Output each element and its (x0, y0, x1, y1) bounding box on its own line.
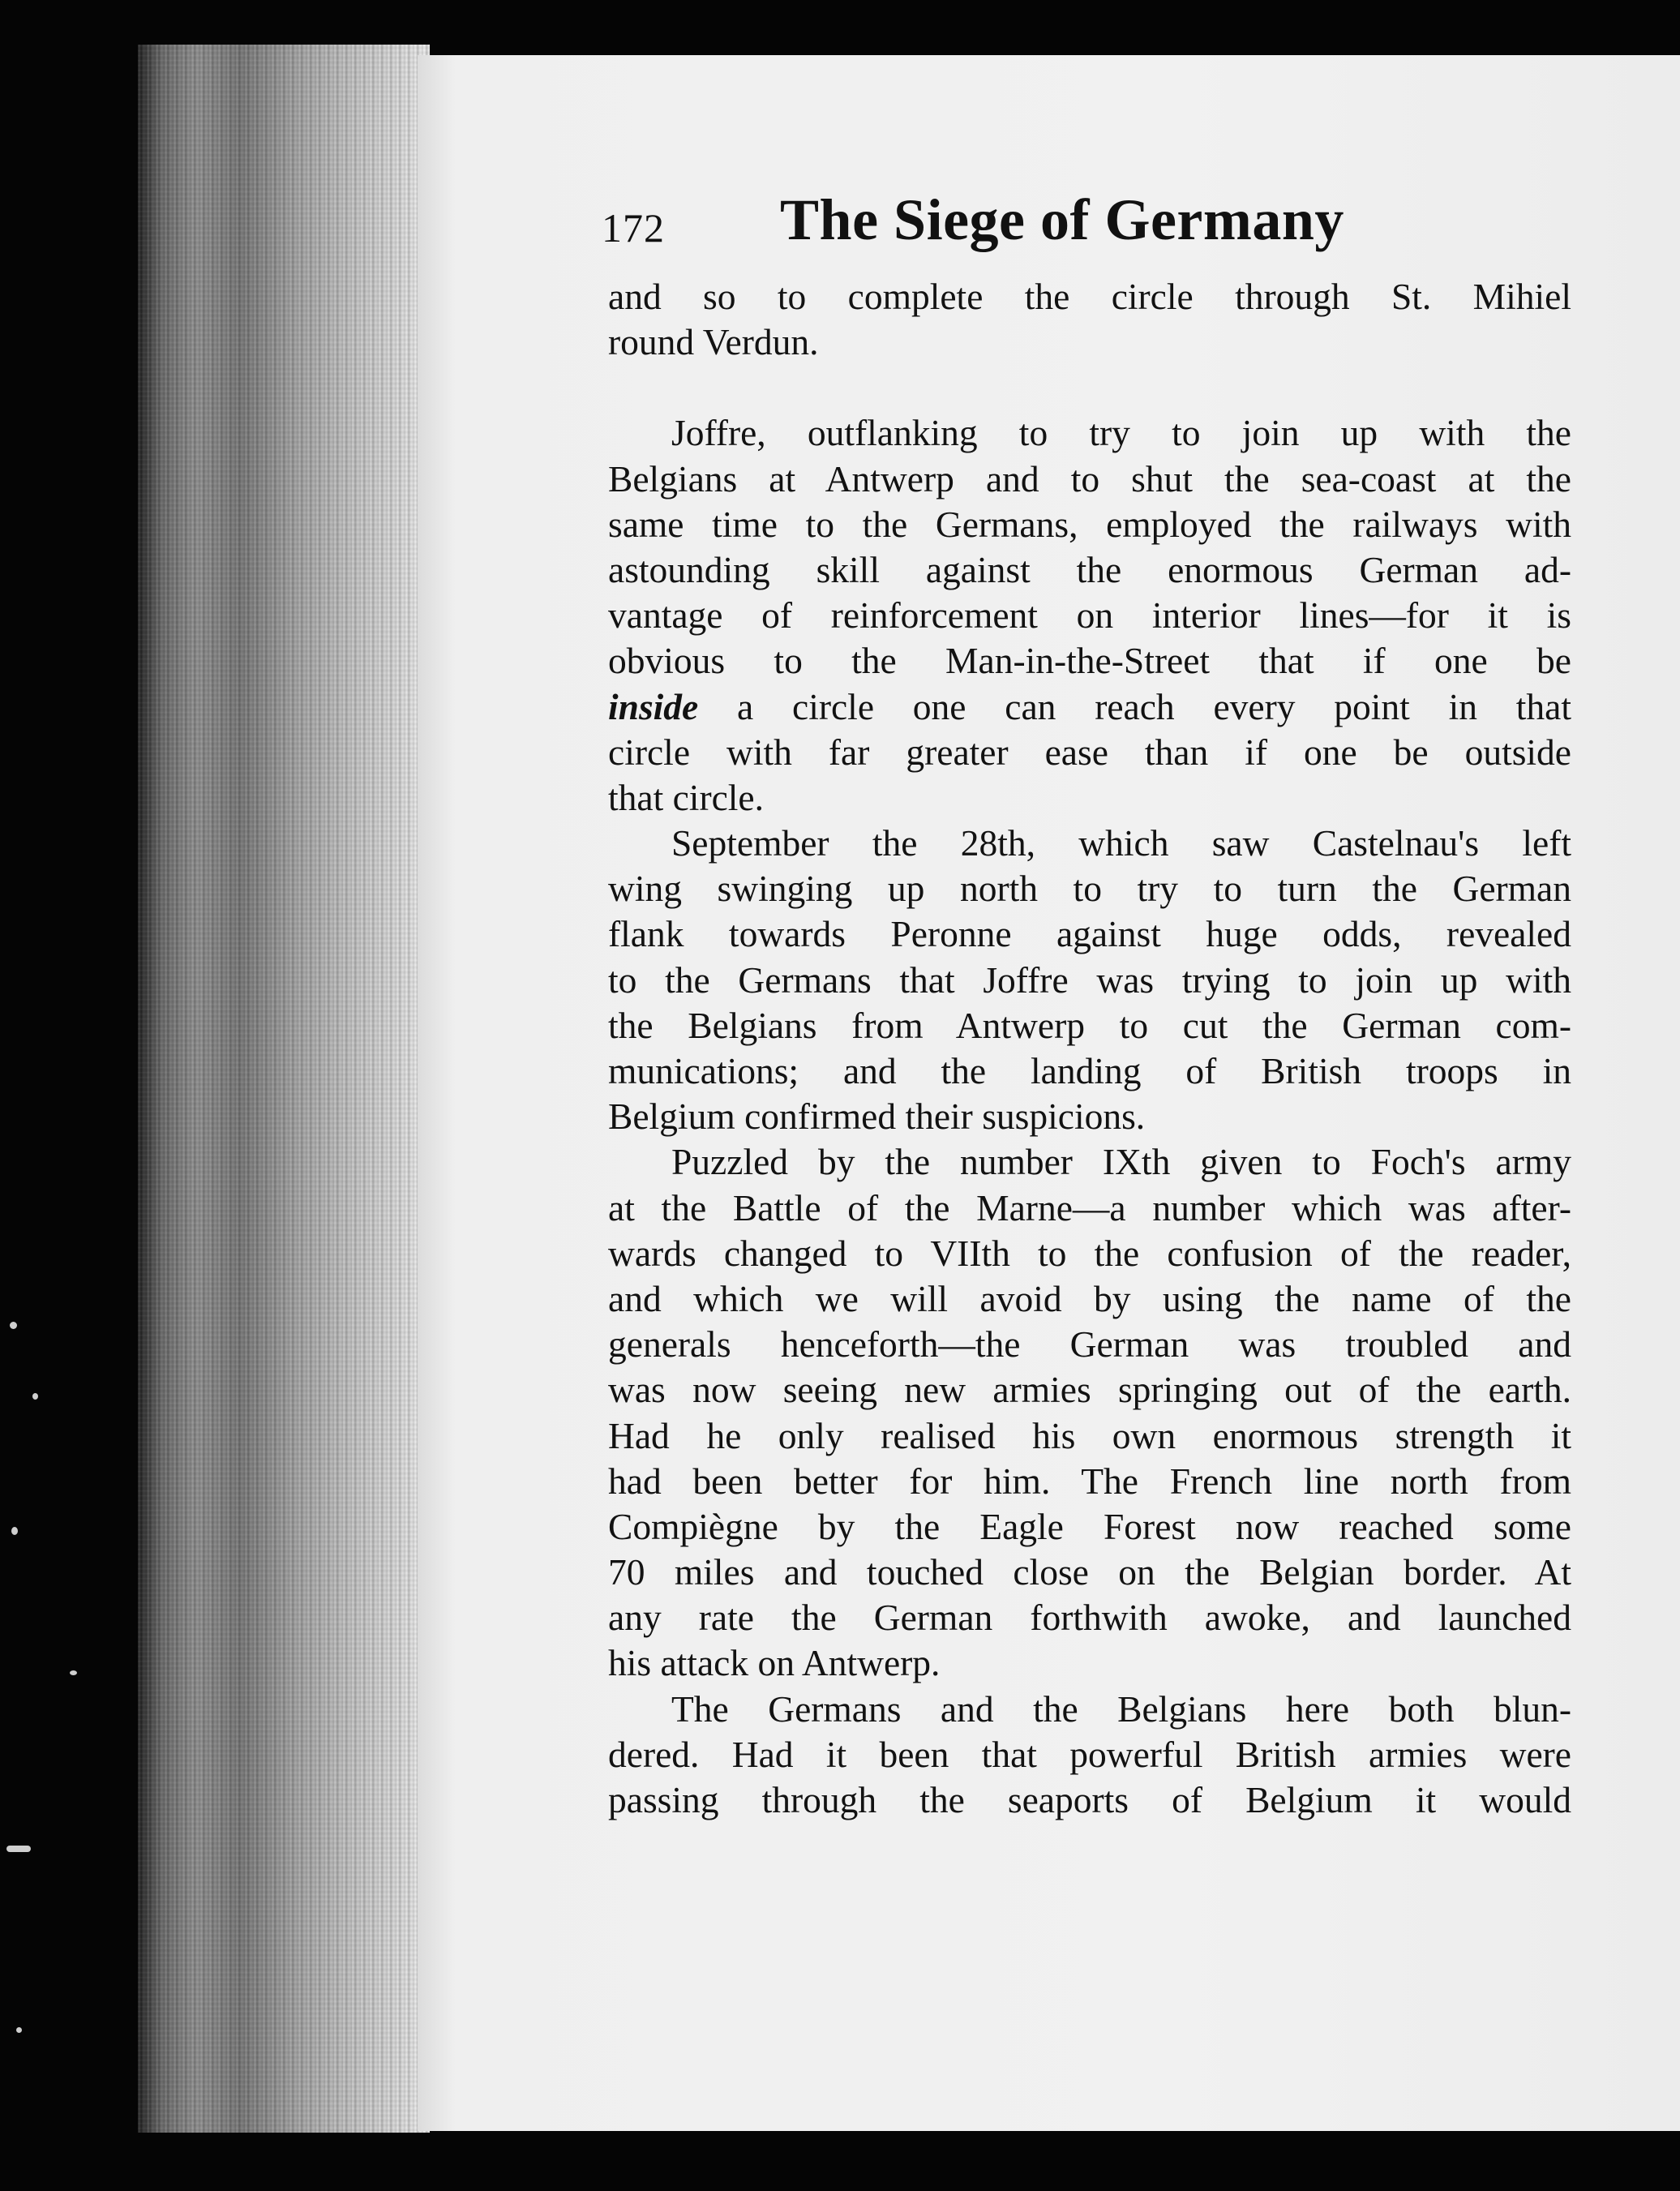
margin-speck (70, 1670, 77, 1675)
text-line: generals henceforth—the German was troubled and (608, 1323, 1571, 1366)
paragraph (608, 410, 1571, 821)
text-line: 70 miles and touched close on the Belgian border. At (608, 1551, 1571, 1593)
text-line-with-emphasis: inside a circle one can reach every point in that (608, 685, 1571, 727)
text-line: September the 28th, which saw Castelnau's left (671, 822, 1571, 864)
margin-speck (16, 2027, 22, 2033)
text-line: any rate the German forthwith awoke, and launched (608, 1597, 1571, 1639)
paragraph (608, 274, 1571, 365)
text-line: the Belgians from Antwerp to cut the German com- (608, 1004, 1571, 1046)
text-line: at the Battle of the Marne—a number which was after- (608, 1186, 1571, 1228)
text-line: passing through the seaports of Belgium it would (608, 1779, 1571, 1820)
text-line: munications; and the landing of British troops in (608, 1050, 1571, 1091)
text-line: The Germans and the Belgians here both blun- (671, 1687, 1571, 1730)
text-line: flank towards Peronne against huge odds, revealed (608, 913, 1571, 955)
text-line: wards changed to VIIth to the confusion of the reader, (608, 1232, 1571, 1274)
text-line: vantage of reinforcement on interior lines—for it is (608, 594, 1571, 637)
text-line: was now seeing new armies springing out of the earth. (608, 1369, 1571, 1411)
text-line: astounding skill against the enormous German ad- (608, 548, 1571, 590)
text-line: wing swinging up north to try to turn the German (608, 868, 1571, 910)
text-line: Belgians at Antwerp and to shut the sea-coast at the (608, 457, 1571, 500)
text-line: Puzzled by the number IXth given to Foch's army (671, 1141, 1571, 1183)
emphasized-word: inside (608, 685, 699, 727)
text-line: dered. Had it been that powerful British armies were (608, 1733, 1571, 1775)
text-line: his attack on Antwerp. (608, 1642, 941, 1684)
text-line: Compiègne by the Eagle Forest now reached some (608, 1505, 1571, 1547)
paragraph (608, 1687, 1571, 1824)
text-line: obvious to the Man-in-the-Street that if one be (608, 640, 1571, 682)
margin-speck (10, 1322, 17, 1329)
text-line: had been better for him. The French line north from (608, 1460, 1571, 1502)
text-line: to the Germans that Joffre was trying to join up with (608, 958, 1571, 1001)
text-line: Belgium confirmed their suspicions. (608, 1096, 1146, 1138)
margin-speck (32, 1393, 38, 1400)
paragraph (608, 821, 1571, 1139)
text-line: Joffre, outflanking to try to join up with the (671, 412, 1571, 454)
text-line: and which we will avoid by using the name of the (608, 1277, 1571, 1319)
text-line: same time to the Germans, employed the railways with (608, 503, 1571, 545)
text-line: Had he only realised his own enormous strength it (608, 1414, 1571, 1456)
text-line: circle with far greater ease than if one be outside (608, 731, 1571, 773)
text-line: and so to complete the circle through St. Mihiel (608, 276, 1571, 317)
margin-speck (6, 1846, 31, 1852)
body-text (608, 274, 1571, 1823)
text-line: round Verdun. (608, 321, 819, 363)
running-title: The Siege of Germany (780, 187, 1344, 252)
margin-speck (11, 1527, 18, 1535)
book-page-edges (138, 45, 430, 2133)
paragraph (608, 1139, 1571, 1686)
page-header (602, 187, 1412, 259)
page-number: 172 (602, 205, 665, 251)
text-line: that circle. (608, 776, 764, 818)
